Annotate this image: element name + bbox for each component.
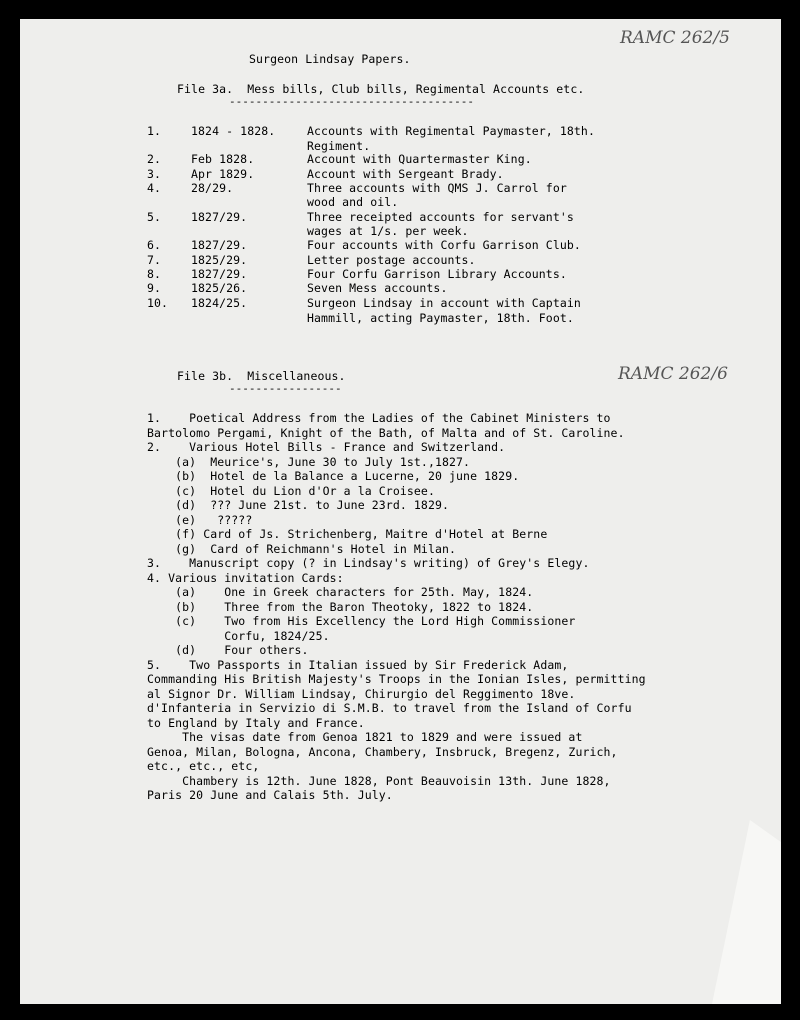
item-desc: Account with Quartermaster King.: [307, 152, 532, 166]
misc-line: (g) Card of Reichmann's Hotel in Milan.: [147, 542, 457, 556]
misc-line: (b) Three from the Baron Theotoky, 1822 to 1824.: [147, 600, 534, 614]
item-date: 1824/25.: [191, 296, 248, 310]
item-desc: Account with Sergeant Brady.: [307, 167, 504, 181]
file-3a-underline: -------------------------------------: [229, 95, 475, 108]
item-num: 6.: [147, 238, 162, 252]
item-date: 28/29.: [191, 181, 234, 195]
item-num: 7.: [147, 253, 162, 267]
misc-line: Corfu, 1824/25.: [147, 629, 330, 643]
misc-line: 1. Poetical Address from the Ladies of the Cabinet Ministers to: [147, 411, 611, 425]
item-num: 3.: [147, 167, 162, 181]
misc-line: etc., etc., etc,: [147, 759, 260, 773]
misc-line: The visas date from Genoa 1821 to 1829 and were issued at: [147, 730, 583, 744]
handwritten-ref-mid: RAMC 262/6: [618, 364, 728, 384]
misc-line: 2. Various Hotel Bills - France and Switzerland.: [147, 440, 506, 454]
item-date: Apr 1829.: [191, 167, 255, 181]
item-date: Feb 1828.: [191, 152, 255, 166]
page-title: Surgeon Lindsay Papers.: [249, 52, 411, 66]
item-date: 1827/29.: [191, 238, 248, 252]
item-desc-cont: wages at 1/s. per week.: [307, 224, 469, 238]
misc-line: 3. Manuscript copy (? in Lindsay's writing) of Grey's Elegy.: [147, 556, 590, 570]
misc-line: (f) Card of Js. Strichenberg, Maitre d'Hotel at Berne: [147, 527, 548, 541]
item-desc: Accounts with Regimental Paymaster, 18th.: [307, 124, 595, 138]
misc-line: Genoa, Milan, Bologna, Ancona, Chambery, Insbruck, Bregenz, Zurich,: [147, 745, 618, 759]
item-desc: Four Corfu Garrison Library Accounts.: [307, 267, 567, 281]
item-desc: Surgeon Lindsay in account with Captain: [307, 296, 581, 310]
item-desc-cont: wood and oil.: [307, 195, 399, 209]
misc-line: 5. Two Passports in Italian issued by Sir Frederick Adam,: [147, 658, 569, 672]
item-desc: Three receipted accounts for servant's: [307, 210, 574, 224]
item-desc: Three accounts with QMS J. Carrol for: [307, 181, 567, 195]
misc-line: (a) One in Greek characters for 25th. May, 1824.: [147, 585, 534, 599]
item-date: 1824 - 1828.: [191, 124, 276, 138]
misc-line: (d) Four others.: [147, 643, 309, 657]
misc-line: to England by Italy and France.: [147, 716, 365, 730]
item-desc-cont: Hammill, acting Paymaster, 18th. Foot.: [307, 311, 574, 325]
misc-line: (c) Two from His Excellency the Lord High Commissioner: [147, 614, 576, 628]
item-num: 9.: [147, 281, 162, 295]
misc-line: (d) ??? June 21st. to June 23rd. 1829.: [147, 498, 450, 512]
item-date: 1827/29.: [191, 267, 248, 281]
item-date: 1825/29.: [191, 253, 248, 267]
misc-line: Paris 20 June and Calais 5th. July.: [147, 788, 393, 802]
item-num: 1.: [147, 124, 162, 138]
misc-line: (c) Hotel du Lion d'Or a la Croisee.: [147, 484, 435, 498]
misc-line: Commanding His British Majesty's Troops in the Ionian Isles, permitting: [147, 672, 646, 686]
item-desc: Four accounts with Corfu Garrison Club.: [307, 238, 581, 252]
handwritten-ref-top: RAMC 262/5: [620, 28, 730, 48]
misc-line: (a) Meurice's, June 30 to July 1st.,1827.: [147, 455, 471, 469]
misc-line: (e) ?????: [147, 513, 253, 527]
misc-line: Chambery is 12th. June 1828, Pont Beauvoisin 13th. June 1828,: [147, 774, 611, 788]
item-desc-cont: Regiment.: [307, 139, 371, 153]
misc-line: al Signor Dr. William Lindsay, Chirurgio del Reggimento 18ve.: [147, 687, 576, 701]
file-3a-heading: File 3a. Mess bills, Club bills, Regimental Accounts etc.: [177, 82, 585, 96]
item-desc: Seven Mess accounts.: [307, 281, 448, 295]
file-3b-underline: -----------------: [229, 382, 342, 395]
item-num: 2.: [147, 152, 162, 166]
misc-line: (b) Hotel de la Balance a Lucerne, 20 june 1829.: [147, 469, 520, 483]
item-num: 8.: [147, 267, 162, 281]
misc-line: 4. Various invitation Cards:: [147, 571, 344, 585]
misc-line: d'Infanteria in Servizio di S.M.B. to travel from the Island of Corfu: [147, 701, 632, 715]
misc-line: Bartolomo Pergami, Knight of the Bath, of Malta and of St. Caroline.: [147, 426, 625, 440]
item-date: 1825/26.: [191, 281, 248, 295]
item-num: 4.: [147, 181, 162, 195]
file-3b-heading: File 3b. Miscellaneous.: [177, 369, 346, 383]
item-num: 5.: [147, 210, 162, 224]
item-desc: Letter postage accounts.: [307, 253, 476, 267]
item-num: 10.: [147, 296, 169, 310]
item-date: 1827/29.: [191, 210, 248, 224]
